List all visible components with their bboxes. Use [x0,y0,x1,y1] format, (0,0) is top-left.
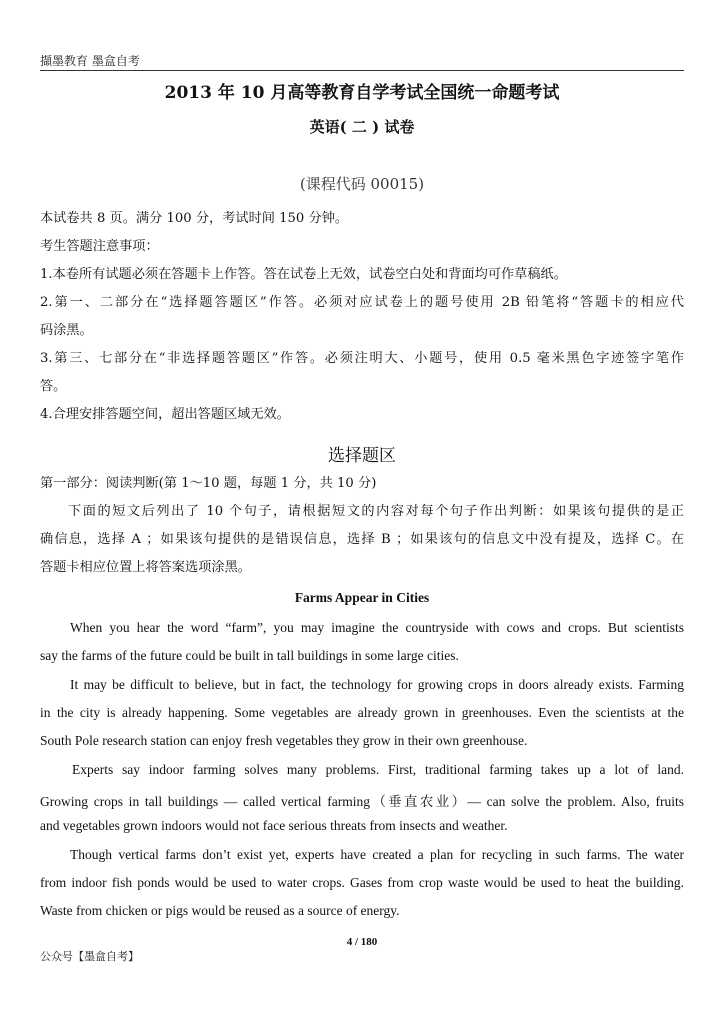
intro-line: 4.合理安排答题空间，超出答题区域无效。 [40,407,290,422]
part1-instruction-line: 答题卡相应位置上将答案选项涂黑。 [40,560,251,575]
intro-line: 码涂黑。 [40,323,93,338]
part1-heading: 第一部分：阅读判断(第 1～10 题，每题 1 分，共 10 分) [40,476,377,491]
exam-title: 2013 年 10 月高等教育自学考试全国统一命题考试 [164,83,560,103]
passage-line: in the city is already happening. Some vegetables are already grown in greenhouses. Even the scientists at the [40,705,684,720]
passage-line: Though vertical farms don’t exist yet, experts have created a plan for recycling in such farms. The water [70,847,684,862]
intro-line: 考生答题注意事项： [40,239,159,254]
intro-line: 3.第三、七部分在“非选择题答题区”作答。必须注明大、小题号，使用 0.5 毫米黑色字迹签字笔作 [40,351,684,366]
passage-line: and vegetables grown indoors would not face serious threats from insects and weather. [40,818,508,833]
passage-line: Experts say indoor farming solves many problems. First, traditional farming takes up a lot of land. [72,762,684,777]
section-title: 选择题区 [328,446,396,466]
course-code: (课程代码 00015) [299,175,425,193]
passage-line: Growing crops in tall buildings — called vertical farming（垂直农业）— can solve the problem. Also, fruits [40,794,684,809]
header-divider [40,70,684,71]
page-number: 4 / 180 [346,936,378,948]
intro-line: 2.第一、二部分在“选择题答题区”作答。必须对应试卷上的题号使用 2B 铅笔将“答题卡的相应代 [40,295,684,310]
intro-line: 1.本卷所有试题必须在答题卡上作答。答在试卷上无效，试卷空白处和背面均可作草稿纸。 [40,267,567,282]
footer-text: 公众号【墨盒自考】 [40,950,139,963]
exam-subtitle: 英语( 二 ) 试卷 [309,118,415,136]
passage-line: say the farms of the future could be built in tall buildings in some large cities. [40,648,459,663]
passage-line: South Pole research station can enjoy fresh vegetables they grow in their own greenhouse. [40,733,528,748]
passage-title: Farms Appear in Cities [294,590,430,605]
passage-line: When you hear the word “farm”, you may imagine the countryside with cows and crops. But scientists [70,620,684,635]
passage-line: Waste from chicken or pigs would be reused as a source of energy. [40,903,400,918]
passage-line: It may be difficult to believe, but in fact, the technology for growing crops in doors already exists. Farming [70,677,684,692]
part1-instruction-line: 下面的短文后列出了 10 个句子，请根据短文的内容对每个句子作出判断：如果该句提供的是正 [68,504,684,519]
passage-line: from indoor fish ponds would be used to water crops. Gases from crop waste would be used to heat the building. [40,875,684,890]
part1-instruction-line: 确信息，选择 A ；如果该句提供的是错误信息，选择 B ；如果该句的信息文中没有提及，选择 C。在 [40,532,684,547]
intro-line: 本试卷共 8 页。满分 100 分，考试时间 150 分钟。 [40,211,349,226]
page-header-text: 擷墨教育 墨盒自考 [40,54,140,68]
intro-line: 答。 [40,379,67,394]
